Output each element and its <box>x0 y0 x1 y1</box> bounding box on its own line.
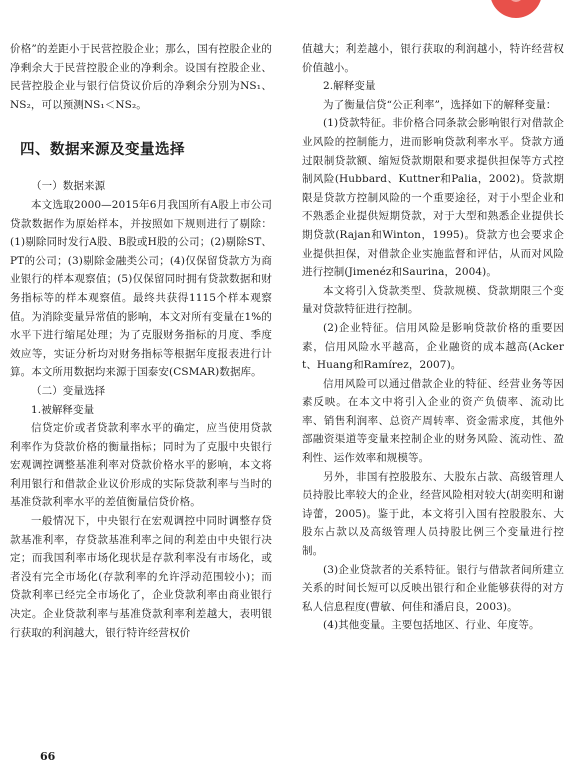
section-title: 四、数据来源及变量选择 <box>20 142 185 159</box>
right-column <box>302 40 564 635</box>
paragraph-data-source: 本文选取2000—2015年6月我国所有A股上市公司贷款数据作为原始样本，并按照如下规则进行了剔除：(1)剔除同时发行A股、B股或H股的公司；(2)剔除ST、PT的公司；(3)剔除金融类公司；(4)仅保留贷款方为商业银行的样本观察值；(5)仅保留同时拥有贷款数据和财务指标等的样本观察值。最终共获得1115个样本观察值。为消除变量异常值的影响，本文对所有变量在1%的水平下进行缩尾处理；为了克服财务指标的月度、季度效应等，实证分析均对财务指标等根据年度报表进行计算。本文所用数据均来源于国泰安(CSMAR)数据库。 <box>10 198 272 379</box>
paragraph-governance: 另外，非国有控股股东、大股东占款、高级管理人员持股比率较大的企业，经营风险相对较大(胡奕明和谢诗蕾，2005)。鉴于此，本文将引入国有控股股东、大股东占款以及高级管理人员持股比例三个变量进行控制。 <box>302 470 564 558</box>
corner-page-tab <box>490 0 542 18</box>
paragraph-credit-risk: 信用风险可以通过借款企业的特征、经营业务等因素反映。在本文中将引入企业的资产负债率、流动比率、销售利润率、总资产周转率、资金需求度，其他外部融资渠道等变量来控制企业的财务风险、流动性、盈利性、运作效率和规模等。 <box>302 377 564 465</box>
page-number: 66 <box>40 750 56 763</box>
paragraph-dependent-1: 信贷定价或者贷款利率水平的确定，应当使用贷款利率作为贷款价格的衡量指标；同时为了克服中央银行宏观调控调整基准利率对贷款价格水平的影响，本文将利用银行和借款企业议价形成的实际贷款利率与当时的基准贷款利率水平的差值衡量信贷价格。 <box>10 422 272 509</box>
paragraph-firm-features: (2)企业特征。信用风险是影响贷款价格的重要因素，信用风险水平越高，企业融资的成本越高(Ackert、Huang和Ramírez，2007)。 <box>302 321 564 372</box>
paragraph-relationship: (3)企业贷款者的关系特征。银行与借款者间所建立关系的时间长短可以反映出银行和企业能够获得的对方私人信息程度(曹敏、何佳和潘启良，2003)。 <box>302 563 564 613</box>
subsection-data-source: （一）数据来源 <box>31 180 106 193</box>
continued-paragraph-right: 值越大；利差越小，银行获取的利润越小，特许经营权价值越小。 <box>302 43 564 74</box>
paragraph-loan-features-2: 本文将引入贷款类型、贷款规模、贷款期限三个变量对贷款特征进行控制。 <box>302 284 564 316</box>
paragraph-other-variables: (4)其他变量。主要包括地区、行业、年度等。 <box>323 619 540 632</box>
paragraph-explanatory-intro: 为了衡量信贷“公正利率”，选择如下的解释变量： <box>323 98 557 111</box>
paragraph-loan-features: (1)贷款特征。非价格合同条款会影响银行对借款企业风险的控制能力，进而影响贷款利率水平。贷款方通过限制贷款额、缩短贷款期限和要求提供担保等方式控制风险(Hubbard、Kuttner和Palia，2002)。贷款期限是贷款方控制风险的一个重要途径，对于小型企业和不熟悉企业提供短期贷款，对于大型和熟悉企业提供长期贷款(Rajan和Winton，1995)。贷款方也会要求企业提供担保，对借款企业实施监督和评估，从而对风险进行控制(Jimenéz和Saurina，2004)。 <box>302 117 564 279</box>
subsection-explanatory-variable: 2.解释变量 <box>323 80 376 93</box>
subsection-dependent-variable: 1.被解释变量 <box>31 403 95 416</box>
continued-paragraph: 价格”的差距小于民营控股企业；那么，国有控股企业的净剩余大于民营控股企业的净剩余。设国有控股企业、民营控股企业与银行信贷议价后的净剩余分别为NS₁、NS₂，可以预测NS₁＜NS₂。 <box>10 43 272 111</box>
paragraph-dependent-2: 一般情况下，中央银行在宏观调控中同时调整存贷款基准利率，存贷款基准利率之间的利差由中央银行决定；而我国利率市场化现状是存款利率没有市场化，或者没有完全市场化(存款利率的允许浮动范围较小)；而贷款利率已经完全市场化了，企业贷款利率由商业银行决定。企业贷款利率与基准贷款利率利差越大，表明银行获取的利润越大，银行特许经营权价 <box>10 515 272 639</box>
left-column <box>10 40 272 642</box>
subsection-variable-selection: （二）变量选择 <box>31 384 106 397</box>
